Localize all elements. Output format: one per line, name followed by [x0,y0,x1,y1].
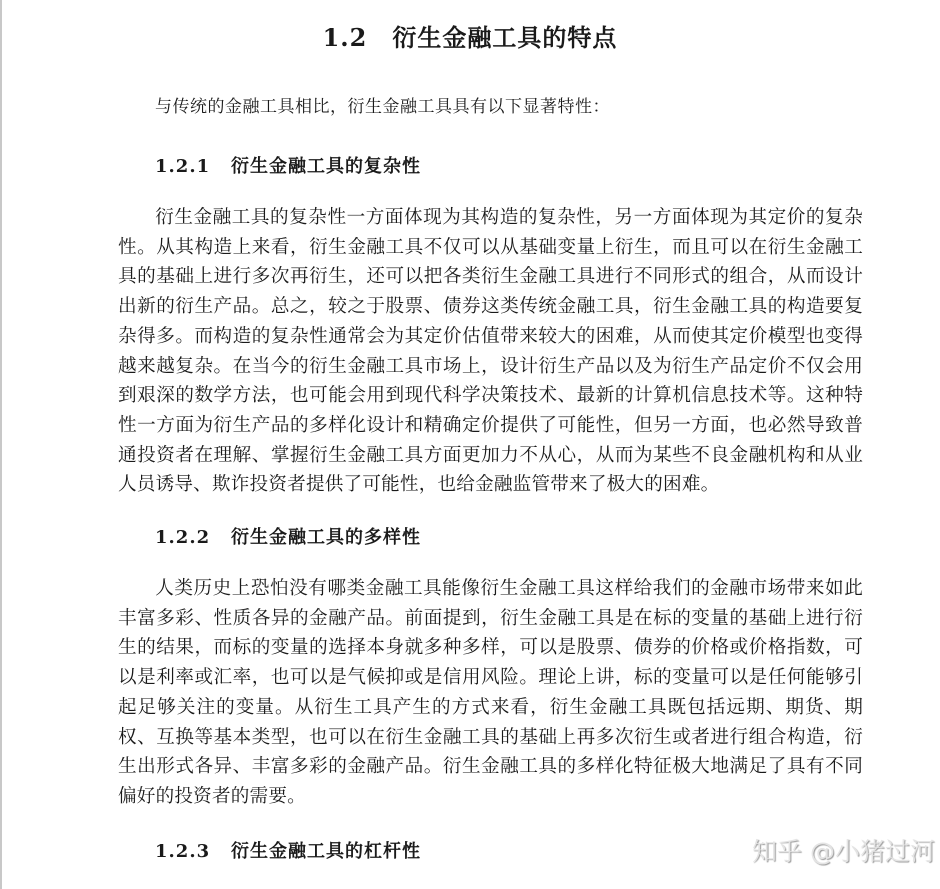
section-number: 1.2.1 [155,156,211,177]
section-title: 衍生金融工具的复杂性 [231,156,421,177]
section-heading-1-2-3 [155,837,421,863]
section-heading-1-2-1 [155,152,421,178]
intro-paragraph: 与传统的金融工具相比，衍生金融工具具有以下显著特性： [155,97,610,117]
section-body-1-2-1 [118,203,863,500]
section-number: 1.2.2 [155,527,211,548]
section-heading-1-2-2 [155,523,421,549]
page-left-border [0,0,2,889]
paragraph: 人类历史上恐怕没有哪类金融工具能像衍生金融工具这样给我们的金融市场带来如此丰富多彩、性质各异的金融产品。前面提到，衍生金融工具是在标的变量的基础上进行衍生的结果，而标的变量的选择本身就多种多样，可以是股票、债券的价格或价格指数，可以是利率或汇率，也可以是气候抑或是信用风险。理论上讲，标的变量可以是任何能够引起足够关注的变量。从衍生工具产生的方式来看，衍生金融工具既包括远期、期货、期权、互换等基本类型，也可以在衍生金融工具的基础上再多次衍生或者进行组合构造，衍生出形式各异、丰富多彩的金融产品。衍生金融工具的多样化特征极大地满足了具有不同偏好的投资者的需要。 [118,578,863,807]
zhihu-watermark: 知乎 @小猪过河 [752,837,935,866]
section-title: 衍生金融工具的杠杆性 [231,841,421,862]
section-number: 1.2.3 [155,841,211,862]
page-title: 1.2 衍生金融工具的特点 [322,23,618,52]
section-title: 衍生金融工具的多样性 [231,527,421,548]
paragraph: 衍生金融工具的复杂性一方面体现为其构造的复杂性，另一方面体现为其定价的复杂性。从其构造上来看，衍生金融工具不仅可以从基础变量上衍生，而且可以在衍生金融工具的基础上进行多次再衍生，还可以把各类衍生金融工具进行不同形式的组合，从而设计出新的衍生产品。总之，较之于股票、债券这类传统金融工具，衍生金融工具的构造要复杂得多。而构造的复杂性通常会为其定价估值带来较大的困难，从而使其定价模型也变得越来越复杂。在当今的衍生金融工具市场上，设计衍生产品以及为衍生产品定价不仅会用到艰深的数学方法，也可能会用到现代科学决策技术、最新的计算机信息技术等。这种特性一方面为衍生产品的多样化设计和精确定价提供了可能性，但另一方面，也必然导致普通投资者在理解、掌握衍生金融工具方面更加力不从心，从而为某些不良金融机构和从业人员诱导、欺诈投资者提供了可能性，也给金融监管带来了极大的困难。 [118,207,863,496]
section-body-1-2-2 [118,574,863,812]
